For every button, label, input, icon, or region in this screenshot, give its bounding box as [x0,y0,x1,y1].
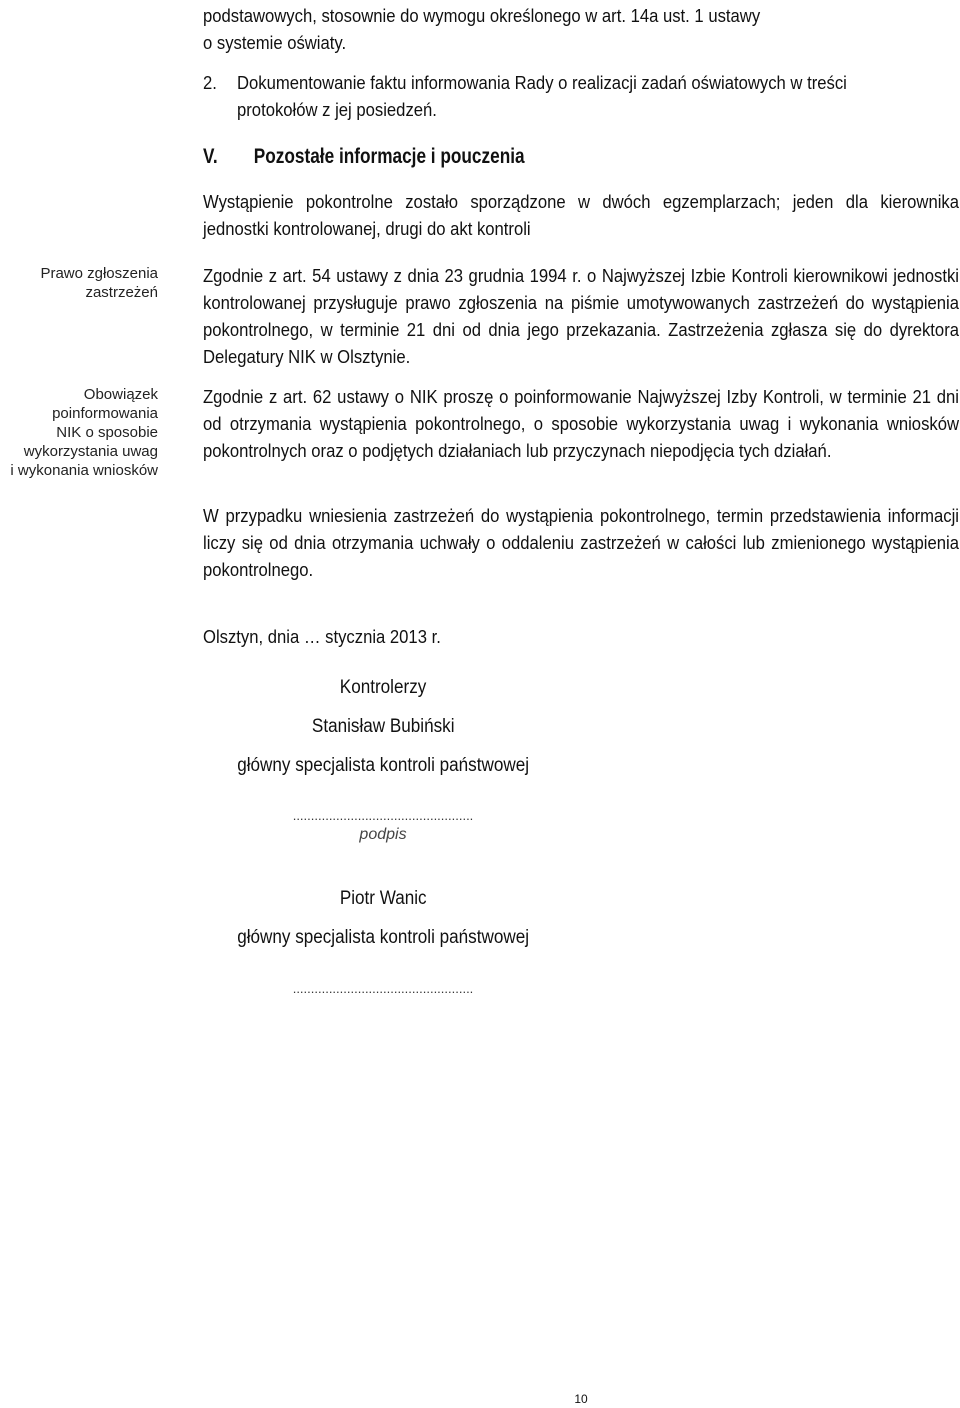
signatory-1-name: Stanisław Bubiński [311,716,455,737]
side-note-line: wykorzystania uwag [23,443,158,460]
signature-line-2: .................................................. [292,981,474,996]
signatory-2-name: Piotr Wanic [339,888,427,909]
side-note-objections [0,264,158,302]
page-number: 10 [574,1392,588,1406]
side-note-line: NIK o sposobie [56,424,158,441]
signatures-heading: Kontrolerzy [339,677,427,698]
continuation-text [203,2,959,56]
signatory-1-title: główny specjalista kontroli państwowej [237,755,529,776]
list-item-number: 2. [203,72,217,93]
section-heading [203,145,525,169]
section-paragraph: Wystąpienie pokontrolne zostało sporządzone w dwóch egzemplarzach; jeden dla kierownika jednostki kontrolowanej, drugi do akt kontroli [203,191,959,239]
signatory-2-title: główny specjalista kontroli państwowej [237,927,529,948]
place-date: Olsztyn, dnia … stycznia 2013 r. [203,626,441,647]
side-note-line: Obowiązek [83,386,158,403]
continuation-line-2: o systemie oświaty. [203,32,347,53]
side-note-line: i wykonania wniosków [10,462,158,479]
continuation-line-1: podstawowych, stosownie do wymogu określonego w art. 14a ust. 1 ustawy [203,5,761,26]
signature-line-1: .................................................. [292,808,474,823]
paragraph-objections: Zgodnie z art. 54 ustawy z dnia 23 grudnia 1994 r. o Najwyższej Izbie Kontroli kierownikowi jednostki kontrolowanej przysługuje prawo zgłoszenia na piśmie umotywowanych zastrzeżeń do wystąpienia pokontrolnego, w terminie 21 dni od dnia jego przekazania. Zastrzeżenia zgłasza się do dyrektora Delegatury NIK w Olsztynie. [203,265,959,367]
side-note-line: zastrzeżeń [85,284,158,301]
list-item-2-line-2: protokołów z jej posiedzeń. [237,99,437,120]
paragraph-obligation: Zgodnie z art. 62 ustawy o NIK proszę o poinformowanie Najwyższej Izby Kontroli, w terminie 21 dni od otrzymania wystąpienia pokontrolnego, o sposobie wykorzystania uwag i wykonania wniosków pokontrolnych oraz o podjętych działaniach lub przyczynach niepodjęcia tych działań. [203,386,959,461]
side-note-line: poinformowania [52,405,158,422]
paragraph-deadline: W przypadku wniesienia zastrzeżeń do wystąpienia pokontrolnego, termin przedstawienia informacji liczy się od dnia otrzymania uchwały o oddaleniu zastrzeżeń w całości lub zmienionego wystąpienia pokontrolnego. [203,505,959,580]
list-item-2-line-1: Dokumentowanie faktu informowania Rady o realizacji zadań oświatowych w treści [237,72,847,93]
section-title: Pozostałe informacje i pouczenia [253,145,525,168]
side-note-line: Prawo zgłoszenia [40,265,158,282]
list-item-2 [237,69,960,123]
signature-label: podpis [359,826,407,843]
side-note-obligation [0,385,158,480]
section-number: V. [203,145,218,168]
